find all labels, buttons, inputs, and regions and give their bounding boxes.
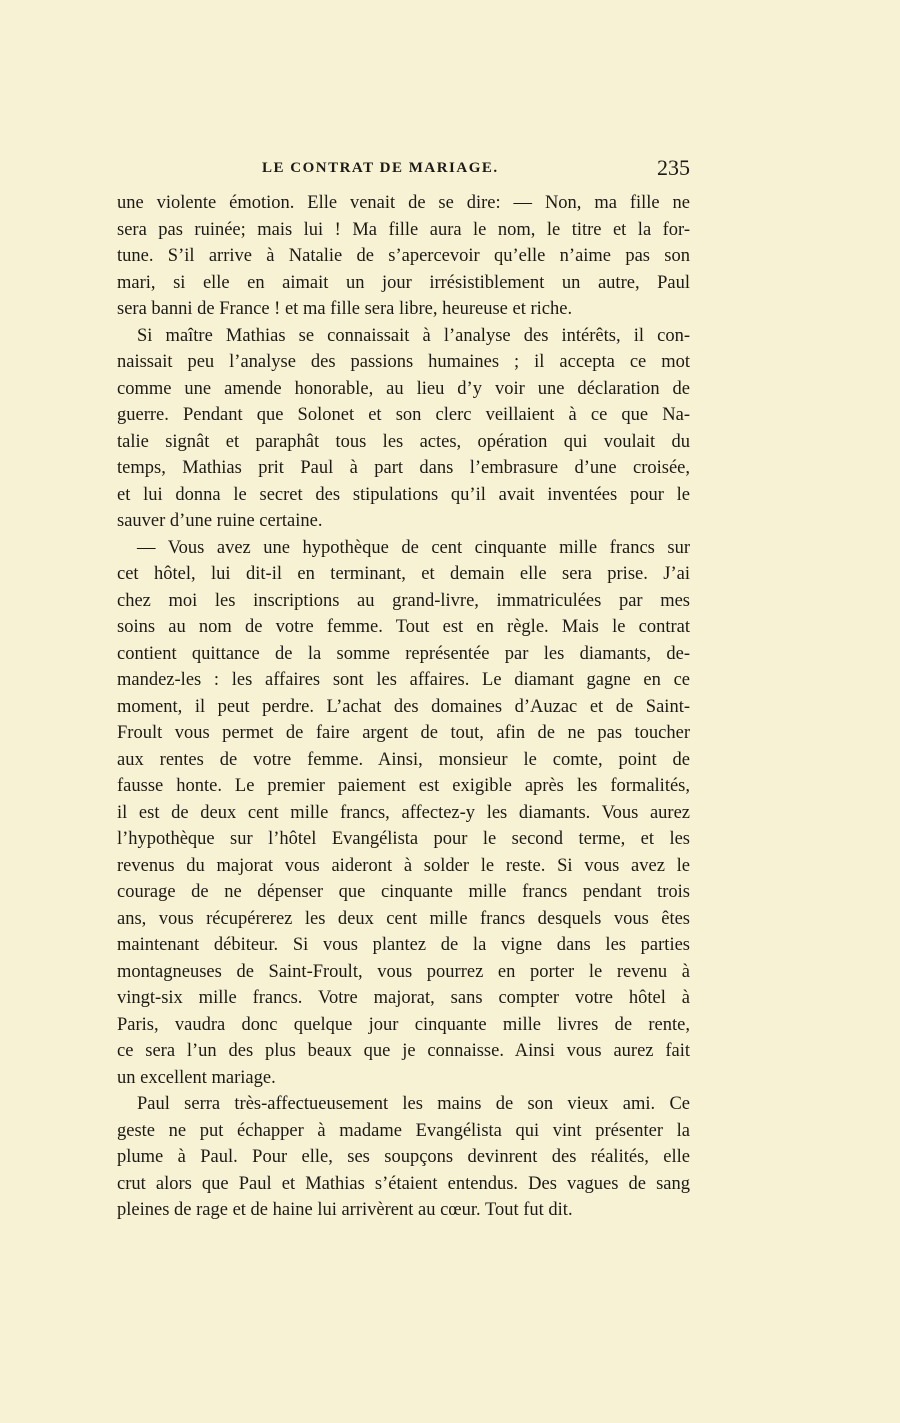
paragraph <box>117 323 690 535</box>
text-line: montagneuses de Saint-Froult, vous pourrez en porter le revenu à <box>117 961 690 982</box>
text-line: cet hôtel, lui dit-il en terminant, et demain elle sera prise. J’ai <box>117 564 690 584</box>
text-line: geste ne put échapper à madame Evangélista qui vint présenter la <box>117 1120 690 1141</box>
text-line: chez moi les inscriptions au grand-livre, immatriculées par mes <box>117 590 690 611</box>
text-line: ans, vous récupérerez les deux cent mille francs desquels vous êtes <box>117 908 690 929</box>
page-number: 235 <box>657 155 690 180</box>
text-line: un excellent mariage. <box>117 1067 276 1088</box>
paragraph <box>117 190 690 323</box>
text-line: talie signât et paraphât tous les actes, opération qui voulait du <box>117 431 690 452</box>
text-line: comme une amende honorable, au lieu d’y voir une déclaration de <box>117 378 690 399</box>
text-line: crut alors que Paul et Mathias s’étaient entendus. Des vagues de sang <box>117 1173 690 1194</box>
text-line: plume à Paul. Pour elle, ses soupçons devinrent des réalités, elle <box>117 1147 690 1167</box>
paragraph <box>117 535 690 1092</box>
text-line: tune. S’il arrive à Natalie de s’apercevoir qu’elle n’aime pas son <box>117 246 690 266</box>
text-line: vingt-six mille francs. Votre majorat, sans compter votre hôtel à <box>117 988 690 1008</box>
page-header <box>117 155 690 181</box>
text-line: revenus du majorat vous aideront à solder le reste. Si vous avez le <box>117 855 690 876</box>
text-line: mandez-les : les affaires sont les affaires. Le diamant gagne en ce <box>117 670 690 690</box>
running-title: LE CONTRAT DE MARIAGE. <box>262 160 499 176</box>
text-line: l’hypothèque sur l’hôtel Evangélista pour le second terme, et les <box>117 829 690 849</box>
text-line: Froult vous permet de faire argent de tout, afin de ne pas toucher <box>117 723 690 743</box>
text-line: aux rentes de votre femme. Ainsi, monsieur le comte, point de <box>117 749 690 770</box>
text-line: ce sera l’un des plus beaux que je connaisse. Ainsi vous aurez fait <box>117 1041 690 1061</box>
text-line: fausse honte. Le premier paiement est exigible après les formalités, <box>117 776 690 796</box>
text-line: et lui donna le secret des stipulations qu’il avait inventées pour le <box>117 484 690 505</box>
text-line: sauver d’une ruine certaine. <box>117 511 323 531</box>
text-line: pleines de rage et de haine lui arrivèrent au cœur. Tout fut dit. <box>117 1200 573 1220</box>
text-line: il est de deux cent mille francs, affectez-y les diamants. Vous aurez <box>117 802 690 823</box>
text-line: contient quittance de la somme représentée par les diamants, de- <box>117 643 690 664</box>
text-line: — Vous avez une hypothèque de cent cinquante mille francs sur <box>137 537 690 558</box>
text-line: guerre. Pendant que Solonet et son clerc veillaient à ce que Na- <box>117 405 690 425</box>
paragraph <box>117 1091 690 1224</box>
text-line: naissait peu l’analyse des passions humaines ; il accepta ce mot <box>117 352 690 372</box>
text-line: temps, Mathias prit Paul à part dans l’embrasure d’une croisée, <box>117 458 690 478</box>
text-line: Paul serra très-affectueusement les mains de son vieux ami. Ce <box>137 1094 690 1114</box>
text-line: Paris, vaudra donc quelque jour cinquante mille livres de rente, <box>117 1014 690 1035</box>
text-line: Si maître Mathias se connaissait à l’analyse des intérêts, il con- <box>137 325 690 346</box>
text-line: courage de ne dépenser que cinquante mille francs pendant trois <box>117 882 690 902</box>
text-line: soins au nom de votre femme. Tout est en règle. Mais le contrat <box>117 617 690 637</box>
text-line: sera banni de France ! et ma fille sera libre, heureuse et riche. <box>117 299 573 319</box>
body-text <box>117 190 690 1224</box>
text-line: une violente émotion. Elle venait de se dire: — Non, ma fille ne <box>117 193 690 213</box>
text-line: maintenant débiteur. Si vous plantez de la vigne dans les parties <box>117 935 690 955</box>
text-line: moment, il peut perdre. L’achat des domaines d’Auzac et de Saint- <box>117 696 690 717</box>
text-line: mari, si elle en aimait un jour irrésistiblement un autre, Paul <box>117 272 690 293</box>
text-line: sera pas ruinée; mais lui ! Ma fille aura le nom, le titre et la for- <box>117 219 690 240</box>
